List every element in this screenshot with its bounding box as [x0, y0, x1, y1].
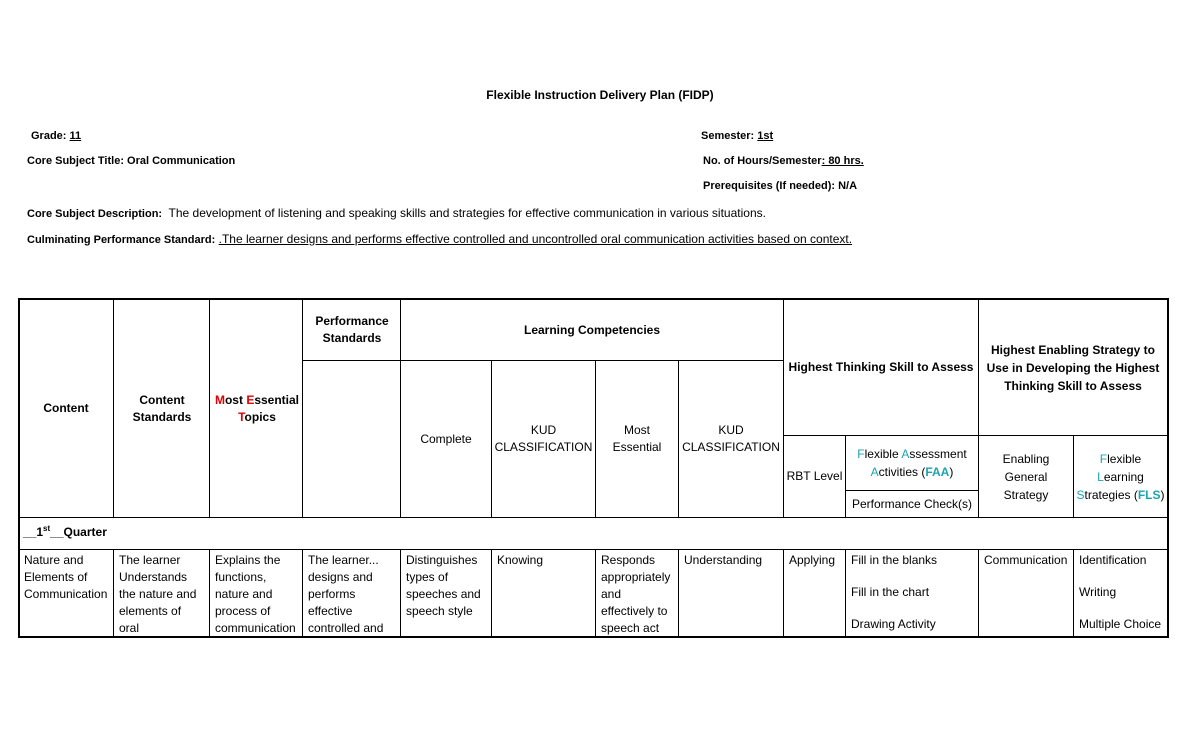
fls-lexible: lexible — [1107, 451, 1142, 466]
prerequisites-label: Prerequisites (If needed): — [703, 180, 836, 192]
core-subject-title-line — [27, 155, 235, 167]
header-content-standards: Content Standards — [132, 392, 192, 424]
header-enabling-general-strategy: Enabling General Strategy — [1002, 451, 1050, 502]
v-line — [302, 298, 303, 517]
met-m: M — [214, 392, 225, 407]
quarter-prefix: __ — [23, 525, 37, 539]
row-most-essential: Responds appropriately and effectively to speech act — [601, 553, 671, 635]
core-subject-title-label: Core Subject Title: — [27, 155, 124, 167]
row-kud-classification-2: Understanding — [684, 553, 763, 567]
fls-close: ) — [1160, 487, 1165, 502]
subject-description — [27, 206, 766, 220]
document-title: Flexible Instruction Delivery Plan (FIDP) — [486, 88, 714, 102]
header-rbt-level: RBT Level — [786, 469, 843, 483]
fls-item: Writing — [1079, 585, 1117, 599]
met-t: T — [238, 409, 245, 424]
row-enabling-general-strategy: Communication — [984, 553, 1068, 567]
met-ssential: ssential — [254, 392, 300, 407]
prerequisites-line — [703, 180, 857, 192]
quarter-bottom-line — [18, 549, 1169, 550]
row-kud-classification-1: Knowing — [497, 553, 544, 567]
header-kud-classification-2: KUD CLASSIFICATION — [682, 423, 780, 454]
faa-a: A — [901, 447, 910, 461]
v-line — [978, 298, 979, 517]
faa-ssessment: ssessment — [909, 447, 967, 461]
fls-item: Multiple Choice — [1079, 617, 1162, 631]
header-flexible-assessment-activities — [846, 436, 978, 490]
semester-line — [701, 130, 773, 142]
quarter-label — [23, 520, 107, 537]
hours-value: : 80 hrs. — [821, 155, 864, 167]
fls-f: F — [1099, 451, 1108, 466]
faa-item: Fill in the chart — [851, 585, 930, 599]
hours-label: No. of Hours/Semester — [703, 155, 822, 167]
culminating-label: Culminating Performance Standard: — [27, 234, 216, 246]
header-learning-competencies: Learning Competencies — [523, 322, 661, 337]
row-rbt-level: Applying — [789, 553, 836, 567]
faa-close: ) — [949, 465, 954, 479]
header-complete: Complete — [420, 431, 472, 446]
header-kud-classification-1: KUD CLASSIFICATION — [494, 423, 593, 454]
row-most-essential-topics: Explains the functions, nature and process of communication — [215, 553, 296, 635]
v-line — [209, 298, 210, 517]
description-label: Core Subject Description: — [27, 208, 163, 220]
core-subject-title-value: Oral Communication — [127, 155, 236, 167]
fls-l: L — [1097, 469, 1104, 484]
fls-earning: earning — [1103, 469, 1144, 484]
faa-f: F — [857, 447, 865, 461]
header-highest-enabling-strategy: Highest Enabling Strategy to Use in Developing the Highest Thinking Skill to Assess — [986, 342, 1160, 393]
faa-a2: A — [870, 465, 879, 479]
row-faa-list — [846, 552, 978, 633]
faa-item: Fill in the blanks — [851, 553, 938, 567]
culminating-standard — [27, 232, 852, 246]
semester-label: Semester: — [701, 130, 755, 142]
table-border-bottom — [18, 636, 1169, 638]
table-border-right — [1167, 298, 1169, 638]
prerequisites-value: N/A — [838, 180, 858, 192]
row-complete: Distinguishes types of speeches and speech style — [406, 553, 481, 618]
row-content: Nature and Elements of Communication — [24, 553, 108, 601]
faa-item: Drawing Activity — [851, 617, 936, 631]
grade-value: 11 — [69, 130, 82, 142]
faa-lexible: lexible — [864, 447, 902, 461]
met-ost: ost — [224, 392, 247, 407]
fls-s: S — [1076, 487, 1085, 502]
grade-line — [31, 130, 81, 142]
hours-line — [703, 155, 864, 167]
header-most-essential: Most Essential — [612, 423, 662, 454]
fls-abbr: FLS — [1137, 487, 1161, 502]
quarter-suffix: __Quarter — [50, 525, 107, 539]
row-content-standards: The learner Understands the nature and elements of oral — [119, 553, 197, 635]
row-performance-standards: The learner... designs and performs effective controlled and — [308, 553, 384, 635]
quarter-num: 1 — [36, 525, 44, 539]
header-most-essential-topics — [212, 300, 302, 517]
row-fls-list — [1074, 552, 1167, 633]
grade-label: Grade: — [31, 130, 67, 142]
quarter-sup: st — [43, 524, 51, 533]
fls-trategies: trategies ( — [1084, 487, 1138, 502]
header-performance-standards: Performance Standards — [315, 314, 389, 345]
header-bottom-line — [18, 517, 1169, 518]
header-highest-thinking-skill: Highest Thinking Skill to Assess — [788, 360, 974, 374]
culminating-value: .The learner designs and performs effective controlled and uncontrolled oral communication activities based on context. — [218, 232, 853, 246]
description-value: The development of listening and speaking skills and strategies for effective communication in various situations. — [168, 206, 766, 220]
semester-value: 1st — [757, 130, 774, 142]
header-flexible-learning-strategies — [1074, 436, 1167, 517]
met-opics: opics — [244, 409, 276, 424]
faa-ctivities: ctivities ( — [878, 465, 926, 479]
faa-abbr: FAA — [925, 465, 950, 479]
fls-item: Identification — [1079, 553, 1147, 567]
v-line — [113, 298, 114, 517]
header-performance-checks: Performance Check(s) — [851, 496, 973, 511]
v-line — [595, 360, 596, 517]
header-content: Content — [43, 401, 89, 415]
met-e: E — [246, 392, 255, 407]
